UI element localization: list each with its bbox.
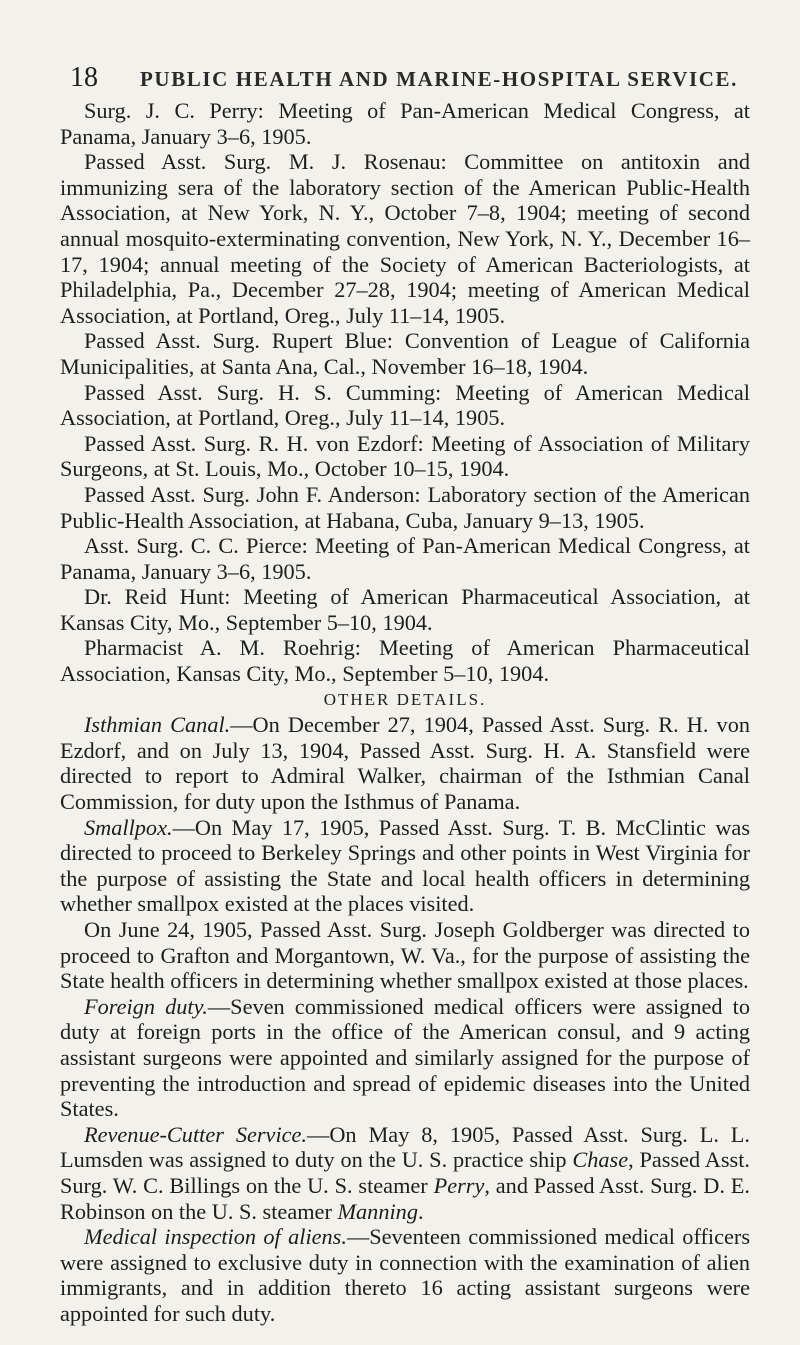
meeting-paragraph: Asst. Surg. C. C. Pierce: Meeting of Pan-American Medical Congress, at Panama, January 3–6, 1905. <box>60 533 750 584</box>
paragraph-text: —On May 8, 1905, Passed Asst. Surg. L. L. Lumsden was assigned to duty on the U. S. practice ship <box>60 1121 750 1173</box>
page-number: 18 <box>70 62 98 93</box>
meeting-paragraph: Passed Asst. Surg. H. S. Cumming: Meeting of American Medical Association, at Portland, Oreg., July 11–14, 1905. <box>60 379 750 431</box>
paragraph-lead: Revenue-Cutter Service. <box>84 1121 308 1147</box>
paragraph-lead: Smallpox. <box>84 814 173 840</box>
foreign-duty-paragraph <box>60 994 750 1122</box>
alien-inspection-paragraph <box>60 1224 750 1326</box>
ship-name: Perry <box>433 1172 485 1198</box>
page-body <box>60 98 750 1327</box>
section-heading: OTHER DETAILS. <box>323 689 487 709</box>
smallpox-paragraph <box>60 815 750 917</box>
meeting-paragraph: Surg. J. C. Perry: Meeting of Pan-American Medical Congress, at Panama, January 3–6, 1905. <box>60 98 750 149</box>
revenue-cutter-paragraph <box>60 1122 750 1224</box>
ship-name: Manning <box>337 1198 418 1224</box>
isthmian-canal-paragraph <box>60 712 750 814</box>
paragraph-text: —Seventeen commissioned medical officers were assigned to exclusive duty in connection with the examination of alien immigrants, and in addition thereto 16 acting assistant surgeons were appointed for such duty. <box>60 1224 750 1326</box>
smallpox-june-paragraph: On June 24, 1905, Passed Asst. Surg. Joseph Goldberger was directed to proceed to Grafton and Morgantown, W. Va., for the purpose of assisting the State health officers in determining whether smallpox existed at those places. <box>60 917 750 994</box>
meeting-paragraph: Passed Asst. Surg. John F. Anderson: Laboratory section of the American Public-Health Association, at Habana, Cuba, January 9–13, 1905. <box>60 481 750 533</box>
paragraph-lead: Isthmian Canal. <box>84 712 231 738</box>
paragraph-text: —On December 27, 1904, Passed Asst. Surg. R. H. von Ezdorf, and on July 13, 1904, Passed Asst. Surg. H. A. Stansfield were directed to report to Admiral Walker, chairman of the Isthmian Canal Commission, for duty upon the Isthmus of Panama. <box>60 712 750 815</box>
paragraph-lead: Foreign duty. <box>84 993 208 1019</box>
meeting-paragraph: Passed Asst. Surg. Rupert Blue: Convention of League of California Municipalities, at Santa Ana, Cal., November 16–18, 1904. <box>60 328 750 379</box>
paragraph-text: —On May 17, 1905, Passed Asst. Surg. T. B. McClintic was directed to proceed to Berkeley Springs and other points in West Virginia for the purpose of assisting the State and local health officers in determining whether smallpox existed at the places visited. <box>60 814 750 917</box>
paragraph-text: , Passed Asst. Surg. W. C. Billings on the U. S. steamer <box>60 1147 750 1198</box>
paragraph-lead: Medical inspection of aliens. <box>84 1224 347 1250</box>
running-head: PUBLIC HEALTH AND MARINE-HOSPITAL SERVICE. <box>140 67 738 91</box>
meeting-paragraph: Pharmacist A. M. Roehrig: Meeting of American Pharmaceutical Association, Kansas City, Mo., September 5–10, 1904. <box>60 635 750 687</box>
meeting-paragraph: Passed Asst. Surg. M. J. Rosenau: Committee on antitoxin and immunizing sera of the laboratory section of the American Public-Health Association, at New York, N. Y., October 7–8, 1904; meeting of second annual mosquito-exterminating convention, New York, N. Y., December 16–17, 1904; annual meeting of the Society of American Bacteriologists, at Philadelphia, Pa., December 27–28, 1904; meeting of American Medical Association, at Portland, Oreg., July 11–14, 1905. <box>60 149 750 328</box>
ship-name: Chase <box>572 1147 629 1173</box>
paragraph-text: —Seven commissioned medical officers were assigned to duty at foreign ports in the office of the American consul, and 9 acting assistant surgeons were appointed and similarly assigned for the purpose of preventing the introduction and spread of epidemic diseases into the United States. <box>60 993 750 1122</box>
paragraph-text: , and Passed Asst. Surg. D. E. Robinson on the U. S. steamer <box>60 1172 750 1224</box>
paragraph-text: . <box>417 1198 424 1224</box>
page-header <box>70 62 750 94</box>
meeting-paragraph: Passed Asst. Surg. R. H. von Ezdorf: Meeting of Association of Military Surgeons, at St. Louis, Mo., October 10–15, 1904. <box>60 430 750 482</box>
meeting-paragraph: Dr. Reid Hunt: Meeting of American Pharmaceutical Association, at Kansas City, Mo., September 5–10, 1904. <box>60 584 750 635</box>
